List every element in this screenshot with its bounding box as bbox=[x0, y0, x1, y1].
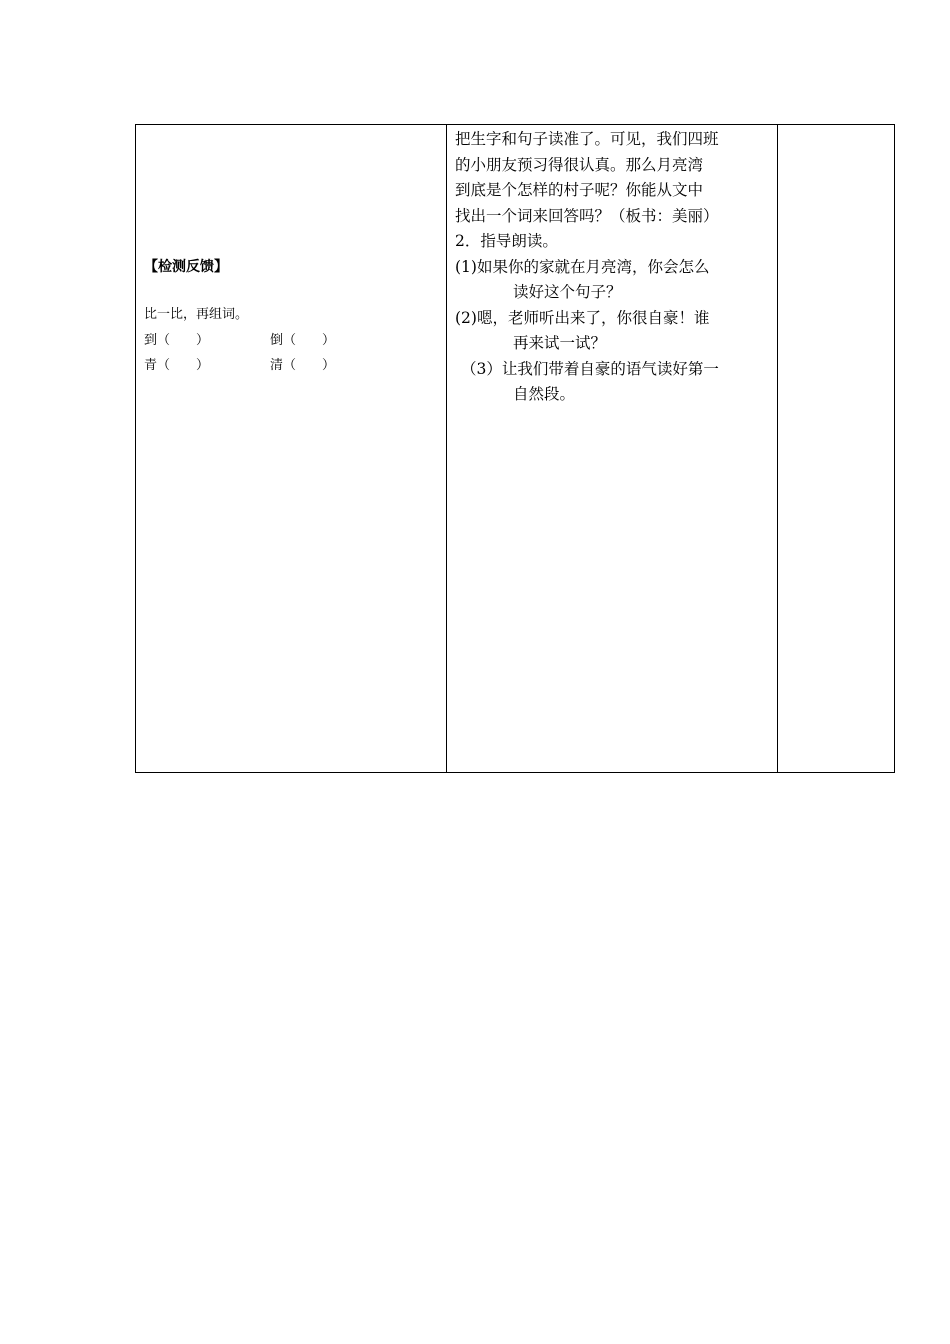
text-line: 把生字和句子读准了。可见，我们四班 bbox=[455, 130, 719, 148]
text-line: (2)嗯，老师听出来了，你很自豪！谁 bbox=[455, 308, 710, 327]
word-blank: 清（ ） bbox=[270, 358, 336, 373]
word-blank: 到（ ） bbox=[144, 333, 210, 348]
text-line: 到底是个怎样的村子呢？你能从文中 bbox=[455, 181, 704, 199]
table-row bbox=[136, 125, 895, 773]
word-blank: 倒（ ） bbox=[270, 333, 336, 348]
text-line: 自然段。 bbox=[513, 385, 576, 403]
notes-cell bbox=[778, 125, 895, 773]
exercise-instruction: 比一比，再组词。 bbox=[144, 307, 249, 322]
feedback-heading: 【检测反馈】 bbox=[144, 259, 228, 275]
text-line: 2．指导朗读。 bbox=[455, 232, 558, 250]
word-blank: 青（ ） bbox=[144, 358, 210, 373]
text-line: 的小朋友预习得很认真。那么月亮湾 bbox=[455, 155, 704, 174]
word-pair-row bbox=[144, 354, 396, 373]
text-line: （3）让我们带着自豪的语气读好第一 bbox=[461, 359, 719, 378]
feedback-cell bbox=[136, 125, 447, 773]
word-pair-row bbox=[144, 329, 396, 348]
text-line: 读好这个句子？ bbox=[513, 283, 622, 301]
lesson-plan-table bbox=[135, 124, 895, 773]
text-line: (1)如果你的家就在月亮湾，你会怎么 bbox=[455, 257, 710, 276]
teaching-process-text bbox=[455, 127, 773, 408]
text-line: 再来试一试？ bbox=[513, 334, 607, 352]
teaching-process-cell bbox=[447, 125, 778, 773]
text-line: 找出一个词来回答吗？（板书：美丽） bbox=[455, 206, 719, 225]
